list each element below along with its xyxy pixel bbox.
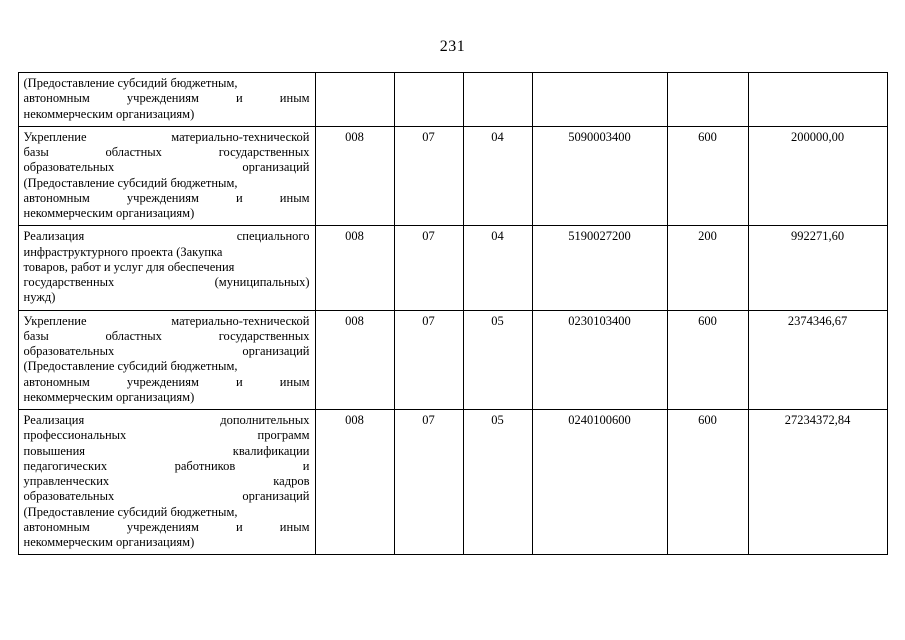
cell-expenditure-name — [18, 310, 315, 410]
cell-expense-type-code: 600 — [667, 410, 748, 555]
expenditure-name-line: нужд) — [23, 290, 56, 305]
expenditure-name-line: некоммерческим организациям) — [23, 206, 195, 220]
cell-subsection-code: 04 — [463, 126, 532, 226]
cell-subsection-code: 05 — [463, 310, 532, 410]
expenditure-name-line: базы областных государственных — [23, 328, 310, 343]
cell-chief-administrator-code: 008 — [315, 310, 394, 410]
table-body — [18, 73, 887, 555]
cell-expenditure-name — [18, 226, 315, 310]
cell-amount: 992271,60 — [748, 226, 887, 310]
cell-subsection-code: 04 — [463, 226, 532, 310]
cell-section-code: 07 — [394, 226, 463, 310]
cell-target-item-code: 0230103400 — [532, 310, 667, 410]
cell-target-item-code — [532, 73, 667, 127]
expenditure-name-line: Реализация дополнительных — [23, 413, 310, 427]
cell-expense-type-code — [667, 73, 748, 127]
expenditure-name-line: базы областных государственных — [23, 145, 310, 159]
cell-amount: 200000,00 — [748, 126, 887, 226]
budget-appropriations-table — [18, 72, 888, 555]
cell-target-item-code: 5090003400 — [532, 126, 667, 226]
cell-expense-type-code: 600 — [667, 310, 748, 410]
cell-expenditure-name — [18, 126, 315, 226]
expenditure-name-line: автономным учреждениям и иным — [23, 190, 310, 205]
expenditure-name-line: товаров, работ и услуг для обеспечения — [23, 259, 235, 274]
cell-amount: 2374346,67 — [748, 310, 887, 410]
expenditure-name-line: (Предоставление субсидий бюджетным, — [23, 175, 238, 190]
cell-amount: 27234372,84 — [748, 410, 887, 555]
cell-section-code: 07 — [394, 126, 463, 226]
expenditure-name-line: образовательных организаций — [23, 344, 310, 358]
table-row — [18, 226, 887, 310]
cell-chief-administrator-code: 008 — [315, 410, 394, 555]
cell-expenditure-name — [18, 410, 315, 555]
cell-chief-administrator-code: 008 — [315, 126, 394, 226]
table-row — [18, 310, 887, 410]
expenditure-name-line: образовательных организаций — [23, 489, 310, 504]
cell-subsection-code — [463, 73, 532, 127]
cell-expense-type-code: 200 — [667, 226, 748, 310]
cell-expense-type-code: 600 — [667, 126, 748, 226]
table-row — [18, 73, 887, 127]
expenditure-name-line: (Предоставление субсидий бюджетным, — [23, 504, 238, 519]
cell-chief-administrator-code: 008 — [315, 226, 394, 310]
page-number: 231 — [439, 38, 466, 55]
cell-expenditure-name — [18, 73, 315, 127]
expenditure-name-line: некоммерческим организациям) — [23, 389, 195, 404]
cell-chief-administrator-code — [315, 73, 394, 127]
expenditure-name-line: Реализация специального — [23, 229, 310, 244]
expenditure-name-line: некоммерческим организациям) — [23, 535, 195, 549]
expenditure-name-line: Укрепление материально-технической — [23, 313, 310, 328]
cell-target-item-code: 0240100600 — [532, 410, 667, 555]
cell-amount — [748, 73, 887, 127]
cell-target-item-code: 5190027200 — [532, 226, 667, 310]
cell-subsection-code: 05 — [463, 410, 532, 555]
expenditure-name-line: профессиональных программ — [23, 428, 310, 443]
expenditure-name-line: повышения квалификации — [23, 443, 310, 458]
table-row — [18, 126, 887, 226]
expenditure-name-line: (Предоставление субсидий бюджетным, — [23, 76, 238, 90]
expenditure-name-line: некоммерческим организациям) — [23, 106, 195, 121]
expenditure-name-line: (Предоставление субсидий бюджетным, — [23, 359, 238, 374]
cell-section-code: 07 — [394, 310, 463, 410]
expenditure-name-line: автономным учреждениям и иным — [23, 91, 310, 106]
cell-section-code: 07 — [394, 410, 463, 555]
expenditure-name-line: управленческих кадров — [23, 474, 310, 488]
expenditure-name-line: автономным учреждениям и иным — [23, 519, 310, 534]
table-row — [18, 410, 887, 555]
expenditure-name-line: образовательных организаций — [23, 160, 310, 175]
expenditure-name-line: автономным учреждениям и иным — [23, 374, 310, 389]
expenditure-name-line: Укрепление материально-технической — [23, 129, 310, 144]
expenditure-name-line: педагогических работников и — [23, 458, 310, 473]
cell-section-code — [394, 73, 463, 127]
expenditure-name-line: государственных (муниципальных) — [23, 275, 310, 289]
expenditure-name-line: инфраструктурного проекта (Закупка — [23, 244, 223, 259]
